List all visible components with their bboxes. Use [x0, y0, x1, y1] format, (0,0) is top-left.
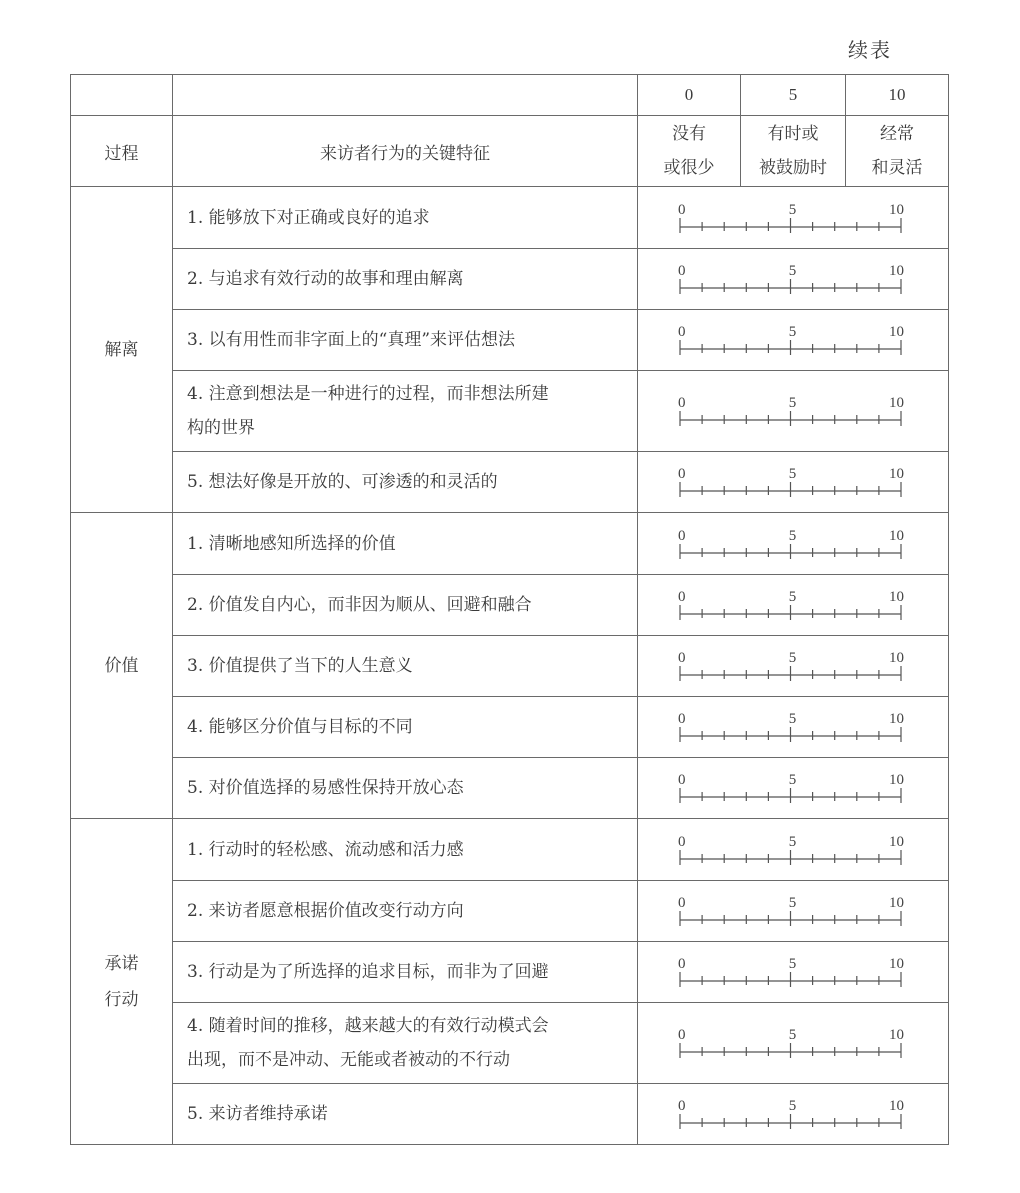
scale-label-0: 0	[678, 958, 686, 972]
scale-label-10: 10	[889, 529, 904, 544]
feature-text: 4. 随着时间的推移，越来越大的有效行动模式会	[187, 1016, 549, 1036]
rating-scale[interactable]	[676, 530, 904, 562]
scale-label-5: 5	[788, 958, 797, 972]
scale-label-0: 0	[678, 897, 686, 911]
feature-text: 5. 来访者维持承诺	[187, 1104, 328, 1124]
header-empty-cell	[173, 75, 638, 116]
feature-cell	[173, 1084, 638, 1145]
rating-cell	[638, 310, 949, 371]
score-label-never	[638, 116, 741, 187]
item-row	[71, 452, 949, 513]
scale-label-5: 5	[788, 774, 797, 788]
score-label-line: 没有	[672, 124, 706, 144]
rating-scale[interactable]	[676, 326, 904, 358]
item-row	[71, 310, 949, 371]
scale-label-5: 5	[788, 652, 797, 666]
continued-table-label: 续表	[848, 38, 892, 62]
rating-cell	[638, 575, 949, 636]
item-row	[71, 513, 949, 575]
scale-label-10: 10	[889, 835, 904, 850]
feature-text: 4. 注意到想法是一种进行的过程，而非想法所建	[187, 384, 549, 404]
scale-label-5: 5	[788, 1100, 797, 1114]
feature-text: 5. 对价值选择的易感性保持开放心态	[187, 778, 464, 798]
rating-scale[interactable]	[676, 713, 904, 745]
scale-label-10: 10	[889, 652, 904, 666]
score-label-often	[846, 116, 949, 187]
scale-label-5: 5	[788, 835, 797, 850]
scale-label-10: 10	[889, 397, 904, 411]
feature-text: 3. 以有用性而非字面上的“真理”来评估想法	[187, 330, 516, 350]
feature-cell	[173, 636, 638, 697]
feature-header: 来访者行为的关键特征	[173, 116, 638, 187]
feature-cell	[173, 881, 638, 942]
header-score-0: 0	[638, 75, 741, 116]
feature-text: 2. 来访者愿意根据价值改变行动方向	[187, 901, 464, 921]
scale-label-5: 5	[788, 591, 797, 605]
header-score-10: 10	[846, 75, 949, 116]
item-row	[71, 249, 949, 310]
scale-label-10: 10	[889, 468, 904, 482]
rating-scale[interactable]	[676, 265, 904, 297]
scale-label-10: 10	[889, 1029, 904, 1043]
scale-label-5: 5	[788, 897, 797, 911]
feature-cell	[173, 371, 638, 452]
scale-label-10: 10	[889, 897, 904, 911]
scale-label-5: 5	[788, 468, 797, 482]
scale-label-0: 0	[678, 265, 686, 279]
feature-cell	[173, 758, 638, 819]
rating-cell	[638, 942, 949, 1003]
rating-cell	[638, 819, 949, 881]
rating-cell	[638, 187, 949, 249]
score-label-line: 被鼓励时	[759, 158, 827, 178]
rating-scale[interactable]	[676, 774, 904, 806]
scale-label-5: 5	[788, 713, 797, 727]
feature-cell	[173, 249, 638, 310]
item-row	[71, 819, 949, 881]
feature-cell	[173, 819, 638, 881]
score-label-line: 和灵活	[871, 158, 923, 178]
scale-label-10: 10	[889, 326, 904, 340]
scale-label-5: 5	[788, 265, 797, 279]
item-row	[71, 371, 949, 452]
rating-cell	[638, 249, 949, 310]
rating-scale[interactable]	[676, 397, 904, 429]
scale-label-0: 0	[678, 1029, 686, 1043]
feature-cell	[173, 513, 638, 575]
scale-label-10: 10	[889, 203, 904, 218]
rating-scale[interactable]	[676, 958, 904, 990]
scale-label-10: 10	[889, 774, 904, 788]
scale-label-0: 0	[678, 203, 686, 218]
process-header: 过程	[71, 116, 173, 187]
feature-cell	[173, 187, 638, 249]
header-score-5: 5	[741, 75, 846, 116]
rating-scale[interactable]	[676, 1100, 904, 1132]
feature-text: 1. 能够放下对正确或良好的追求	[187, 207, 430, 228]
scale-label-10: 10	[889, 713, 904, 727]
scale-label-5: 5	[788, 397, 797, 411]
feature-text: 3. 价值提供了当下的人生意义	[187, 656, 413, 676]
feature-text: 出现，而不是冲动、无能或者被动的不行动	[187, 1050, 510, 1070]
scale-label-0: 0	[678, 652, 686, 666]
rating-scale[interactable]	[676, 652, 904, 684]
feature-text: 2. 价值发自内心，而非因为顺从、回避和融合	[187, 595, 532, 615]
scale-label-0: 0	[678, 835, 686, 850]
scale-label-0: 0	[678, 326, 686, 340]
score-label-sometimes	[741, 116, 846, 187]
rating-scale[interactable]	[676, 591, 904, 623]
scale-label-5: 5	[788, 203, 797, 218]
score-label-line: 或很少	[663, 158, 715, 178]
rating-cell	[638, 1003, 949, 1084]
rating-cell	[638, 371, 949, 452]
item-row	[71, 942, 949, 1003]
process-label: 承诺	[104, 953, 139, 974]
scale-label-0: 0	[678, 591, 686, 605]
score-label-line: 经常	[880, 124, 914, 144]
process-cell	[71, 819, 173, 1145]
rating-cell	[638, 881, 949, 942]
feature-text: 1. 行动时的轻松感、流动感和活力感	[187, 839, 464, 860]
item-row	[71, 575, 949, 636]
rating-cell	[638, 758, 949, 819]
feature-text: 5. 想法好像是开放的、可渗透的和灵活的	[187, 472, 498, 492]
behavior-rating-table	[70, 74, 949, 1145]
feature-text: 构的世界	[187, 418, 255, 438]
score-label-line: 有时或	[767, 124, 819, 144]
feature-text: 4. 能够区分价值与目标的不同	[187, 717, 413, 737]
rating-cell	[638, 1084, 949, 1145]
process-cell	[71, 513, 173, 819]
item-row	[71, 636, 949, 697]
process-label: 解离	[104, 339, 139, 360]
scale-label-10: 10	[889, 591, 904, 605]
scale-label-0: 0	[678, 713, 686, 727]
header-score-row	[71, 75, 949, 116]
process-label: 行动	[104, 989, 139, 1010]
rating-scale[interactable]	[676, 1029, 904, 1061]
process-label: 价值	[104, 655, 139, 676]
item-row	[71, 187, 949, 249]
item-row	[71, 697, 949, 758]
feature-cell	[173, 697, 638, 758]
item-row	[71, 1084, 949, 1145]
scale-label-0: 0	[678, 1100, 686, 1114]
feature-cell	[173, 942, 638, 1003]
scale-label-5: 5	[788, 326, 797, 340]
item-row	[71, 1003, 949, 1084]
scale-label-0: 0	[678, 529, 686, 544]
scale-label-0: 0	[678, 774, 686, 788]
scale-label-0: 0	[678, 468, 686, 482]
rating-scale[interactable]	[676, 897, 904, 929]
process-cell	[71, 187, 173, 513]
feature-text: 1. 清晰地感知所选择的价值	[187, 533, 396, 554]
feature-cell	[173, 452, 638, 513]
rating-scale[interactable]	[676, 836, 904, 868]
header-empty-cell	[71, 75, 173, 116]
feature-cell	[173, 1003, 638, 1084]
feature-text: 3. 行动是为了所选择的追求目标，而非为了回避	[187, 962, 549, 982]
scale-label-0: 0	[678, 397, 686, 411]
scale-label-10: 10	[889, 265, 904, 279]
rating-scale[interactable]	[676, 204, 904, 236]
rating-cell	[638, 513, 949, 575]
rating-scale[interactable]	[676, 468, 904, 500]
scale-label-10: 10	[889, 1100, 904, 1114]
feature-cell	[173, 575, 638, 636]
scale-label-10: 10	[889, 958, 904, 972]
rating-cell	[638, 697, 949, 758]
rating-cell	[638, 636, 949, 697]
item-row	[71, 881, 949, 942]
feature-cell	[173, 310, 638, 371]
scale-label-5: 5	[788, 1029, 797, 1043]
scale-label-5: 5	[788, 529, 797, 544]
item-row	[71, 758, 949, 819]
rating-cell	[638, 452, 949, 513]
feature-text: 2. 与追求有效行动的故事和理由解离	[187, 269, 464, 289]
header-label-row	[71, 116, 949, 187]
